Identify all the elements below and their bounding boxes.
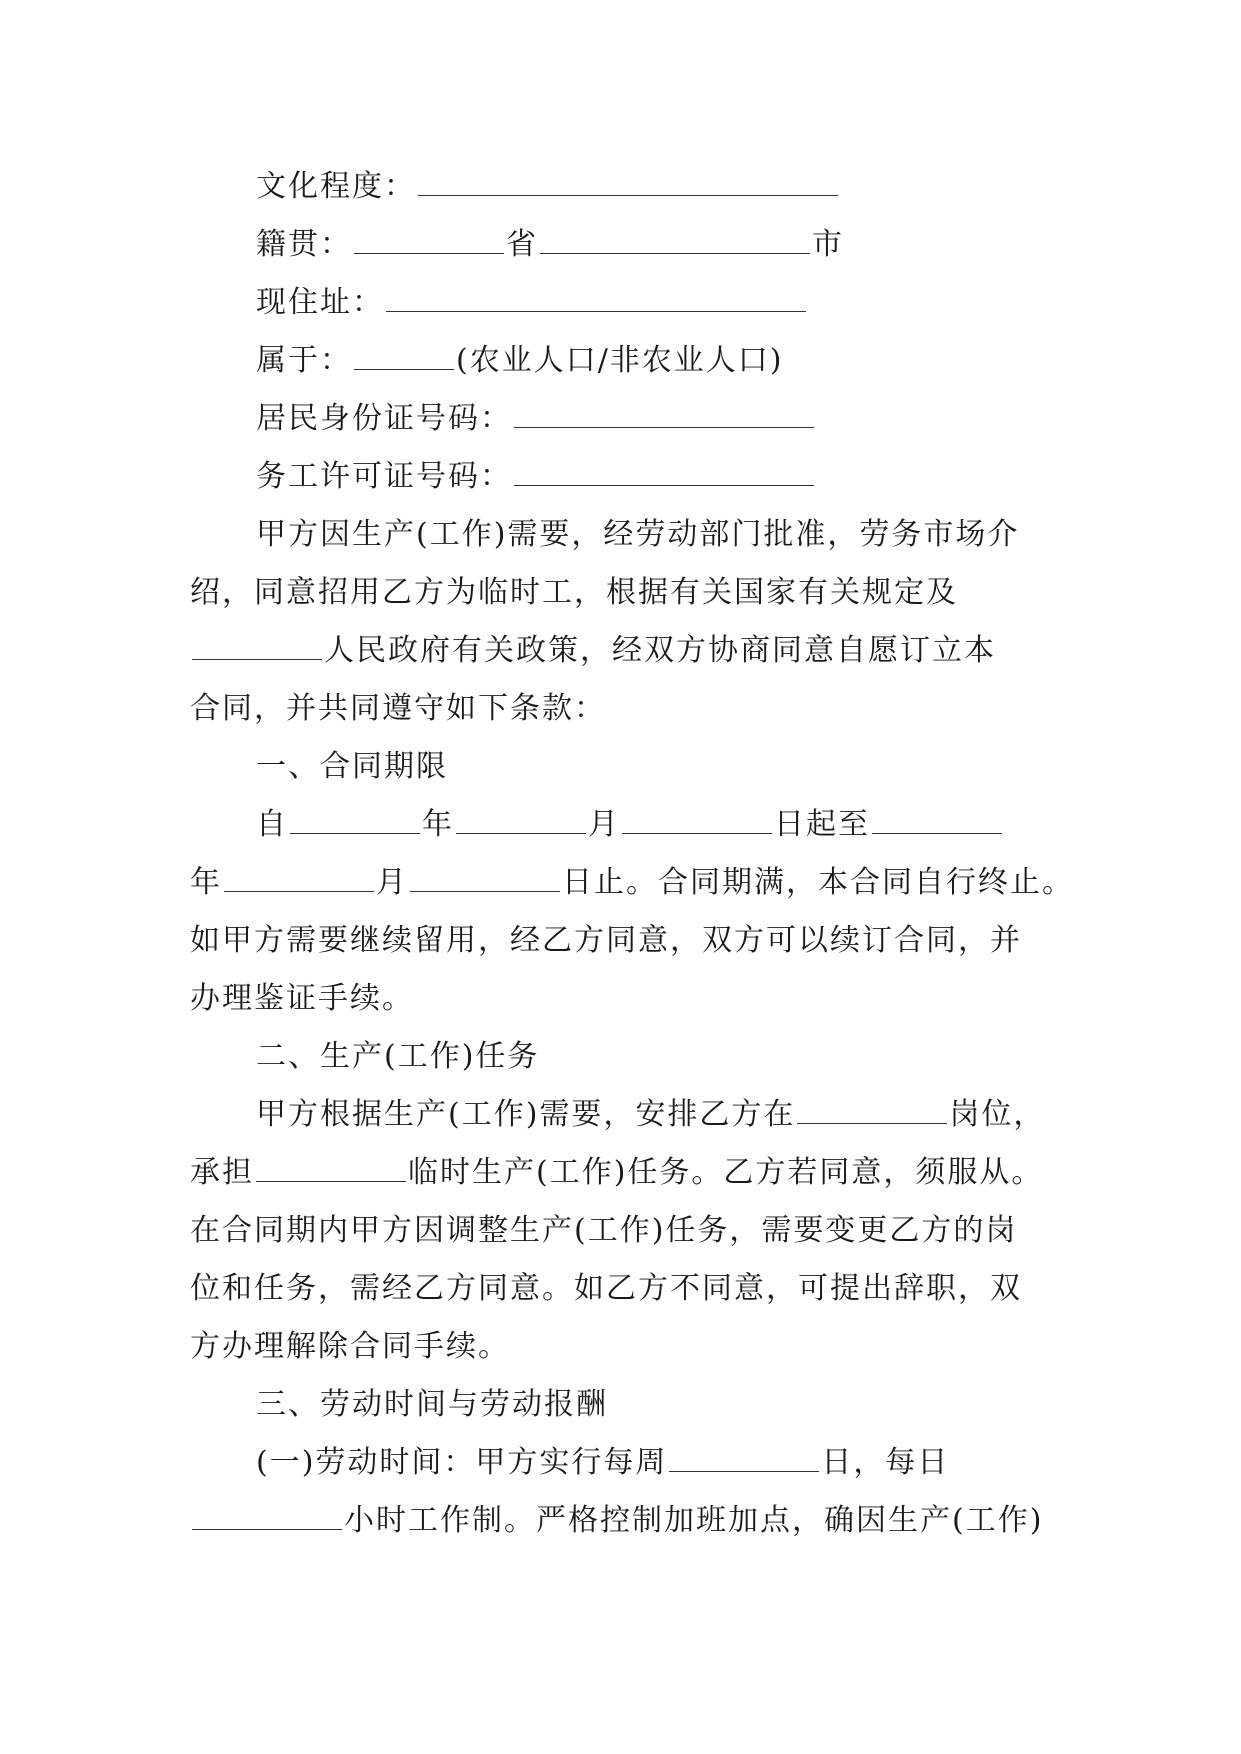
household-type-blank[interactable] [354,339,454,370]
education-row [190,158,1052,216]
household-type-row [190,332,1052,390]
task-text-3: 承担 [190,1155,254,1190]
work-hours-text-2: 日，每日 [821,1445,950,1480]
term-end-text: 日止。合同期满，本合同自行终止。 [562,865,1074,900]
work-permit-row [190,448,1052,506]
start-year-label: 年 [422,807,454,842]
section-3-title: 三、劳动时间与劳动报酬 [256,1387,608,1422]
work-hours-text-1: (一)劳动时间：甲方实行每周 [256,1445,668,1480]
start-day-label: 日起至 [774,807,870,842]
province-label: 省 [506,227,538,262]
task-blank[interactable] [256,1151,406,1182]
renewal-line-2: 办理鉴证手续。 [190,981,414,1016]
task-line-5: 方办理解除合同手续。 [190,1329,510,1364]
address-label: 现住址： [256,285,384,320]
section-1-title: 一、合同期限 [256,749,448,784]
days-per-week-blank[interactable] [669,1441,819,1472]
task-row-2 [190,1144,1052,1202]
id-number-row [190,390,1052,448]
household-type-options: (农业人口/非农业人口) [456,343,784,378]
renewal-line-1: 如甲方需要继续留用，经乙方同意，双方可以续订合同，并 [190,923,1022,958]
work-hours-text-3: 小时工作制。严格控制加班加点，确因生产(工作) [344,1503,1044,1538]
start-day-blank[interactable] [622,803,772,834]
government-blank[interactable] [192,629,322,660]
hours-per-day-blank[interactable] [192,1499,342,1530]
term-end-row [190,854,1074,912]
end-day-blank[interactable] [410,861,560,892]
task-line-3: 在合同期内甲方因调整生产(工作)任务，需要变更乙方的岗 [190,1213,1018,1248]
task-line-4: 位和任务，需经乙方同意。如乙方不同意，可提出辞职，双 [190,1271,1022,1306]
work-permit-blank[interactable] [514,455,814,486]
task-row-1 [190,1086,1052,1144]
address-row [190,274,1052,332]
start-year-blank[interactable] [290,803,420,834]
id-number-label: 居民身份证号码： [256,401,512,436]
education-blank[interactable] [418,165,838,196]
end-year-label: 年 [190,865,222,900]
intro-line-4: 合同，并共同遵守如下条款： [190,691,606,726]
intro-line-3: 人民政府有关政策，经双方协商同意自愿订立本 [324,633,996,668]
intro-line-2: 绍，同意招用乙方为临时工，根据有关国家有关规定及 [190,575,958,610]
intro-line-1: 甲方因生产(工作)需要，经劳动部门批准，劳务市场介 [256,517,1020,552]
contract-body [190,158,1074,1550]
term-start-row [190,796,1052,854]
work-hours-row-2 [190,1492,1052,1550]
work-permit-label: 务工许可证号码： [256,459,512,494]
term-from-label: 自 [256,807,288,842]
task-text-4: 临时生产(工作)任务。乙方若同意，须服从。 [408,1155,1044,1190]
city-blank[interactable] [540,223,810,254]
end-month-blank[interactable] [224,861,374,892]
household-type-label: 属于： [256,343,352,378]
address-blank[interactable] [386,281,806,312]
id-number-blank[interactable] [514,397,814,428]
start-month-blank[interactable] [456,803,586,834]
start-month-label: 月 [588,807,620,842]
end-month-label: 月 [376,865,408,900]
work-hours-row-1 [190,1434,1052,1492]
position-blank[interactable] [797,1093,947,1124]
native-place-label: 籍贯： [256,227,352,262]
task-text-1: 甲方根据生产(工作)需要，安排乙方在 [256,1097,796,1132]
task-text-2: 岗位， [949,1097,1046,1132]
intro-line-3-row [190,622,1052,680]
end-year-blank[interactable] [872,803,1002,834]
section-2-title: 二、生产(工作)任务 [256,1039,540,1074]
native-place-row [190,216,1052,274]
province-blank[interactable] [354,223,504,254]
education-label: 文化程度： [256,169,416,204]
city-label: 市 [812,227,844,262]
